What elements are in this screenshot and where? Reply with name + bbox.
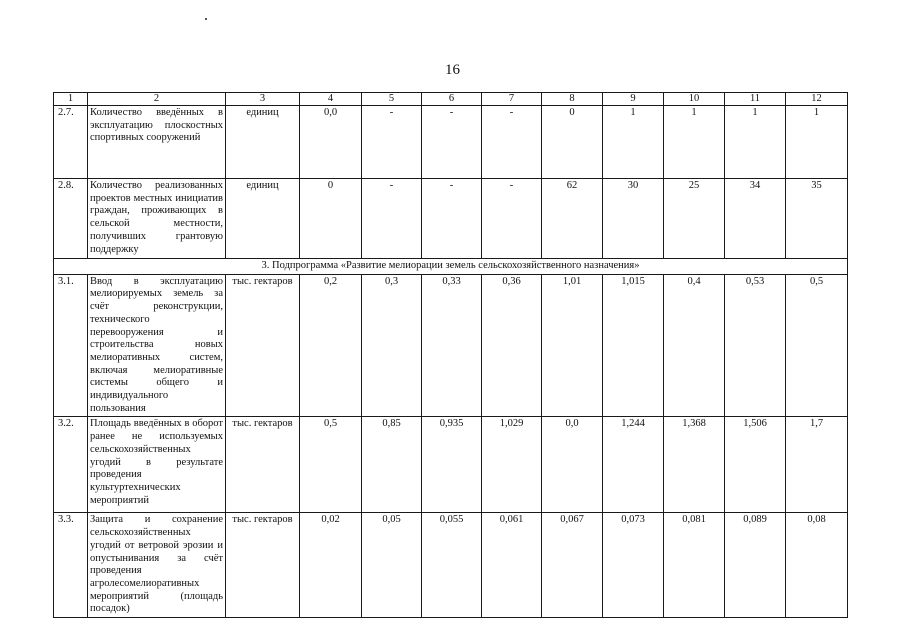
value-cell: 0,055 <box>422 513 482 618</box>
value-cell: 0,36 <box>482 274 542 417</box>
row-number: 3.2. <box>54 417 88 513</box>
value-cell: 0,0 <box>542 417 603 513</box>
value-cell: 0,02 <box>300 513 362 618</box>
value-cell: 0,85 <box>362 417 422 513</box>
col-header: 5 <box>362 93 422 106</box>
value-cell: - <box>482 106 542 179</box>
col-header: 10 <box>664 93 725 106</box>
unit: тыс. гектаров <box>226 274 300 417</box>
col-header: 8 <box>542 93 603 106</box>
value-cell: 0 <box>300 179 362 259</box>
value-cell: 0,061 <box>482 513 542 618</box>
value-cell: 1,368 <box>664 417 725 513</box>
value-cell: 1,506 <box>725 417 786 513</box>
value-cell: 0,33 <box>422 274 482 417</box>
row-number: 3.1. <box>54 274 88 417</box>
value-cell: - <box>362 106 422 179</box>
table-row-3-2 <box>54 417 848 513</box>
col-header: 7 <box>482 93 542 106</box>
unit: тыс. гектаров <box>226 417 300 513</box>
indicator-name: Площадь введённых в оборот ранее не используемых сельскохозяйственных угодий в результате проведения культуртехнических мероприятий <box>88 417 226 513</box>
table-row-3-1 <box>54 274 848 417</box>
col-header: 1 <box>54 93 88 106</box>
value-cell: 1,7 <box>786 417 848 513</box>
value-cell: 0 <box>542 106 603 179</box>
row-number: 2.8. <box>54 179 88 259</box>
value-cell: 1,029 <box>482 417 542 513</box>
value-cell: 0,05 <box>362 513 422 618</box>
value-cell: 1,01 <box>542 274 603 417</box>
section-title: 3. Подпрограмма «Развитие мелиорации земель сельскохозяйственного назначения» <box>54 259 848 275</box>
col-header: 4 <box>300 93 362 106</box>
value-cell: - <box>362 179 422 259</box>
value-cell: 62 <box>542 179 603 259</box>
value-cell: 0,5 <box>786 274 848 417</box>
value-cell: 1,015 <box>603 274 664 417</box>
row-number: 2.7. <box>54 106 88 179</box>
value-cell: 1 <box>664 106 725 179</box>
col-header: 9 <box>603 93 664 106</box>
value-cell: 0,3 <box>362 274 422 417</box>
value-cell: 1 <box>603 106 664 179</box>
value-cell: 1 <box>725 106 786 179</box>
col-header: 2 <box>88 93 226 106</box>
value-cell: 0,53 <box>725 274 786 417</box>
value-cell: 0,935 <box>422 417 482 513</box>
table-row-2-7 <box>54 106 848 179</box>
value-cell: 1 <box>786 106 848 179</box>
col-header: 6 <box>422 93 482 106</box>
column-number-row <box>54 93 848 106</box>
row-number: 3.3. <box>54 513 88 618</box>
col-header: 3 <box>226 93 300 106</box>
value-cell: 25 <box>664 179 725 259</box>
table-row-2-8 <box>54 179 848 259</box>
indicator-name: Количество реализованных проектов местных инициатив граждан, проживающих в сельской местности, получивших грантовую поддержку <box>88 179 226 259</box>
page-number: 16 <box>445 62 460 78</box>
unit: единиц <box>226 179 300 259</box>
value-cell: - <box>422 179 482 259</box>
scan-speck <box>205 18 207 20</box>
value-cell: 0,2 <box>300 274 362 417</box>
col-header: 12 <box>786 93 848 106</box>
indicator-name: Защита и сохранение сельскохозяйственных угодий от ветровой эрозии и опустынивания за счёт проведения агролесомелиоративных мероприятий (площадь посадок) <box>88 513 226 618</box>
indicators-table <box>53 92 848 618</box>
value-cell: 1,244 <box>603 417 664 513</box>
unit: тыс. гектаров <box>226 513 300 618</box>
value-cell: - <box>482 179 542 259</box>
section-header-row <box>54 259 848 275</box>
unit: единиц <box>226 106 300 179</box>
value-cell: 0,08 <box>786 513 848 618</box>
value-cell: 34 <box>725 179 786 259</box>
value-cell: 0,073 <box>603 513 664 618</box>
value-cell: 0,089 <box>725 513 786 618</box>
value-cell: 35 <box>786 179 848 259</box>
value-cell: 0,0 <box>300 106 362 179</box>
value-cell: - <box>422 106 482 179</box>
col-header: 11 <box>725 93 786 106</box>
indicator-name: Ввод в эксплуатацию мелиорируемых земель за счёт реконструкции, технического перевооружения и строительства новых мелиоративных систем, включая мелиоративные системы общего и индивидуального пользования <box>88 274 226 417</box>
value-cell: 0,5 <box>300 417 362 513</box>
value-cell: 30 <box>603 179 664 259</box>
value-cell: 0,067 <box>542 513 603 618</box>
table-row-3-3 <box>54 513 848 618</box>
value-cell: 0,081 <box>664 513 725 618</box>
value-cell: 0,4 <box>664 274 725 417</box>
indicator-name: Количество введённых в эксплуатацию плоскостных спортивных сооружений <box>88 106 226 179</box>
